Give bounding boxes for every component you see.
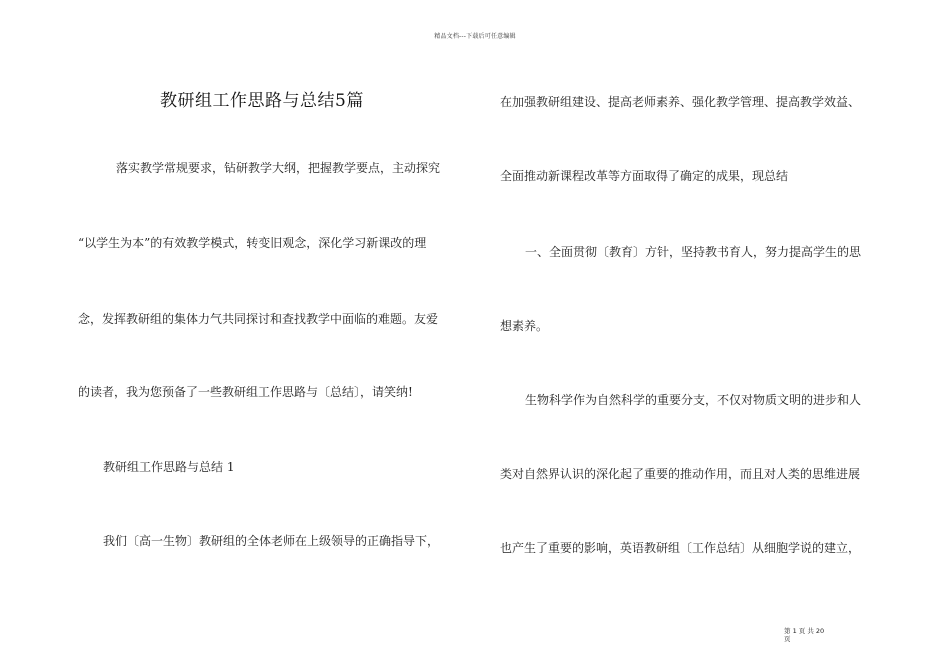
paragraph-line: 一、全面贯彻〔教育〕方针，坚持教书育人，努力提高学生的思 [525,245,862,259]
paragraph-line: 的读者，我为您预备了一些教研组工作思路与〔总结〕，请笑纳! [78,385,413,399]
document-title: 教研组工作思路与总结5篇 [160,91,364,111]
page-header: 精品文档---下载后可任意编辑 [434,33,516,40]
paragraph-line: 也产生了重要的影响，英语教研组〔工作总结〕从细胞学说的建立， [500,541,861,555]
paragraph-line: “以学生为本”的有效教学模式，转变旧观念，深化学习新课改的理 [78,236,427,250]
page-number: 第 1 页 共 20 页 [784,627,825,643]
paragraph-line: 全面推动新课程改革等方面取得了确定的成果，现总结 [500,169,789,183]
paragraph-line: 生物科学作为自然科学的重要分支，不仅对物质文明的进步和人 [525,393,862,407]
paragraph-line: 想素养。 [500,319,549,333]
paragraph-line: 类对自然界认识的深化起了重要的推动作用，而且对人类的思维进展 [500,467,861,481]
section-heading: 教研组工作思路与总结 1 [103,460,235,474]
paragraph-line: 落实教学常规要求，钻研教学大纲，把握教学要点，主动探究 [116,161,441,175]
paragraph-line: 我们〔高一生物〕教研组的全体老师在上级领导的正确指导下， [103,534,440,548]
paragraph-line: 念，发挥教研组的集体力气共同探讨和查找教学中面临的难题。友爱 [78,312,439,326]
paragraph-line: 在加强教研组建设、提高老师素养、强化教学管理、提高教学效益、 [500,95,861,109]
